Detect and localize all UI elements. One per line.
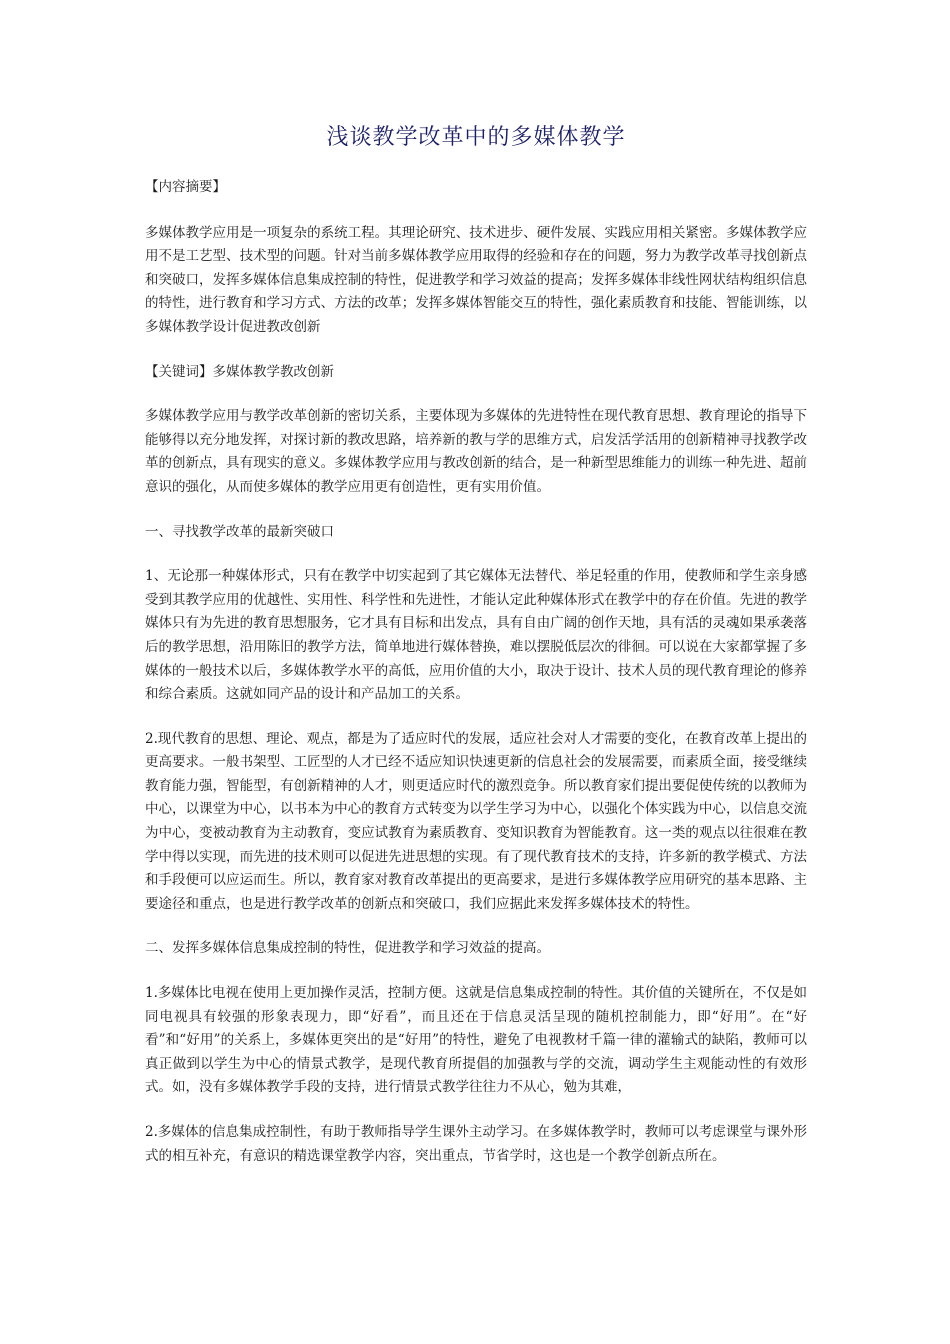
section-1-paragraph-2: 2.现代教育的思想、理论、观点，都是为了适应时代的发展，适应社会对人才需要的变化，在教育改革上提出的更高要求。一般书架型、工匠型的人才已经不适应知识快速更新的信息社会的发展需要，而素质全面，接受继续教育能力强，智能型，有创新精神的人才，则更适应时代的激烈竞争。所以教育家们提出要促使传统的以教师为中心，以课堂为中心，以书本为中心的教育方式转变为以学生学习为中心，以强化个体实践为中心，以信息交流为中心，变被动教育为主动教育，变应试教育为素质教育、变知识教育为智能教育。这一类的观点以往很难在教学中得以实现，而先进的技术则可以促进先进思想的实现。有了现代教育技术的支持，许多新的教学模式、方法和手段便可以应运而生。所以，教育家对教育改革提出的更高要求，是进行多媒体教学应用研究的基本思路、主要途径和重点，也是进行教学改革的创新点和突破口，我们应据此来发挥多媒体技术的特性。	[145, 730, 807, 912]
section-2-paragraph-2: 2.多媒体的信息集成控制性，有助于教师指导学生课外主动学习。在多媒体教学时，教师可以考虑课堂与课外形式的相互补充，有意识的精选课堂教学内容，突出重点，节省学时，这也是一个教学创新点所在。	[145, 1124, 807, 1164]
keywords-line: 【关键词】多媒体教学教改创新	[145, 363, 334, 380]
abstract-paragraph: 多媒体教学应用是一项复杂的系统工程。其理论研究、技术进步、硬件发展、实践应用相关紧密。多媒体教学应用不是工艺型、技术型的问题。针对当前多媒体教学应用取得的经验和存在的问题，努力为教学改革寻找创新点和突破口，发挥多媒体信息集成控制的特性，促进教学和学习效益的提高；发挥多媒体非线性网状结构组织信息的特性，进行教育和学习方式、方法的改革；发挥多媒体智能交互的特性，强化素质教育和技能、智能训练，以多媒体教学设计促进教改创新	[145, 224, 807, 335]
abstract-label: 【内容摘要】	[145, 179, 226, 195]
intro-paragraph: 多媒体教学应用与教学改革创新的密切关系，主要体现为多媒体的先进特性在现代教育思想、教育理论的指导下能够得以充分地发挥，对探讨新的教改思路，培养新的教与学的思维方式，启发活学活用的创新精神寻找教学改革的创新点，具有现实的意义。多媒体教学应用与教改创新的结合，是一种新型思维能力的训练一种先进、超前意识的强化，从而使多媒体的教学应用更有创造性，更有实用价值。	[145, 408, 807, 495]
document-title: 浅谈教学改革中的多媒体教学	[326, 125, 626, 150]
section-1-heading: 一、寻找教学改革的最新突破口	[145, 523, 334, 540]
section-2-heading: 二、发挥多媒体信息集成控制的特性，促进教学和学习效益的提高。	[145, 940, 550, 957]
section-2-paragraph-1: 1.多媒体比电视在使用上更加操作灵活，控制方便。这就是信息集成控制的特性。其价值的关键所在，不仅是如同电视具有较强的形象表现力，即“好看”，而且还在于信息灵活呈现的随机控制能力，即“好用”。在“好看”和“好用”的关系上，多媒体更突出的是“好用”的特性，避免了电视教材千篇一律的灌输式的缺陷，教师可以真正做到以学生为中心的情景式教学，是现代教育所提倡的加强教与学的交流，调动学生主观能动性的有效形式。如，没有多媒体教学手段的支持，进行情景式教学往往力不从心，勉为其难，	[145, 985, 807, 1096]
section-1-paragraph-1: 1、无论那一种媒体形式，只有在教学中切实起到了其它媒体无法替代、举足轻重的作用，使教师和学生亲身感受到其教学应用的优越性、实用性、科学性和先进性，才能认定此种媒体形式在教学中的存在价值。先进的教学媒体只有为先进的教育思想服务，它才具有目标和出发点，具有自由广阔的创作天地，具有活的灵魂如果承袭落后的教学思想，沿用陈旧的教学方法，简单地进行媒体替换，难以摆脱低层次的徘徊。可以说在大家都掌握了多媒体的一般技术以后，多媒体教学水平的高低，应用价值的大小，取决于设计、技术人员的现代教育理论的修养和综合素质。这就如同产品的设计和产品加工的关系。	[145, 568, 807, 703]
document-page	[145, 120, 807, 1189]
